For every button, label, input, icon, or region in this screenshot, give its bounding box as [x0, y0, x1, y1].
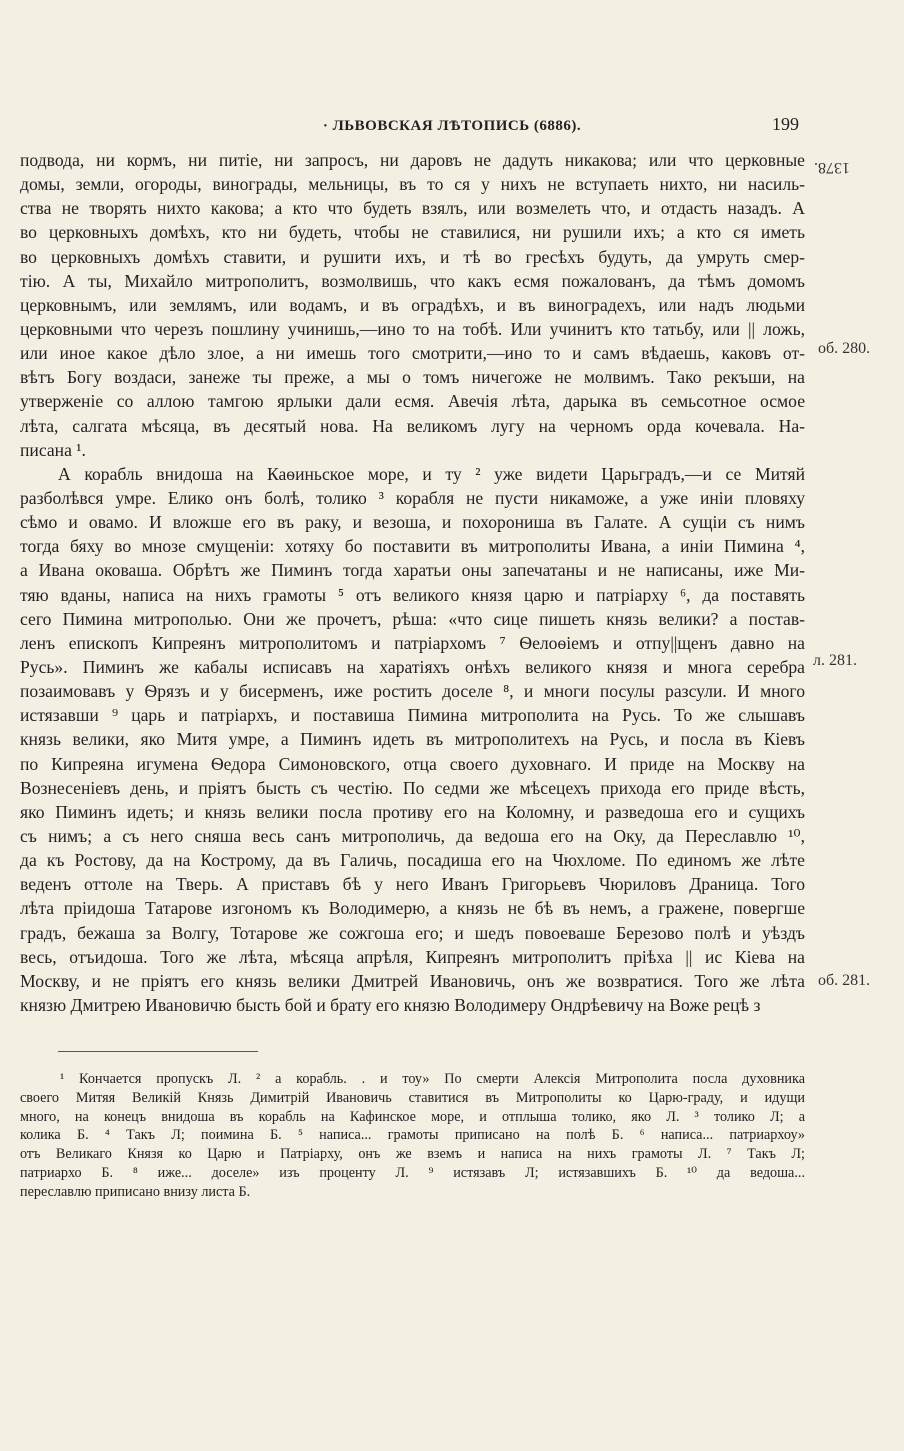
text-line: церковными что черезъ пошлину учинишь,—ино то на тобѣ. Или учинитъ кто татьбу, или || ложь,: [20, 318, 805, 339]
text-line: истязавши ⁹ царь и патріархъ, и поставиша Пимина митрополита на Русь. То же слышавъ: [20, 705, 805, 726]
text-line: домы, земли, огороды, винограды, мельницы, въ то ся у нихъ не вступаеть нихто, ни насиль-: [20, 174, 805, 195]
text-line: подвода, ни кормъ, ни питіе, ни запросъ, ни даровъ не дадуть никакова; или что церковные: [20, 150, 805, 170]
text-line: лѣта пріидоша Татарове изгономъ къ Володимерю, а князь не бѣ въ немъ, а гражене, повергше: [20, 898, 805, 919]
text-line: сѣмо и овамо. И вложше его въ раку, и везоша, и похорониша въ Галате. А сущіи съ нимъ: [20, 512, 805, 533]
footnote-line: своего Митяя Великій Князь Димитрій Ивановичь ставитися въ Митрополиты ко Царю-граду, и идущи: [20, 1089, 805, 1106]
text-line: разболѣвся умре. Елико онъ болѣ, толико ³ корабля не пусти никаможе, а уже иніи пловяху: [20, 487, 805, 508]
text-line: или иное какое дѣло злое, а ни имешь того смотрити,—ино то и самъ вѣдаешь, каковъ от-: [20, 343, 805, 364]
text-line: градъ, бежаша за Волгу, Тотарове же сожгоша его; и шедъ повоеваше Березово полѣ и уѣздъ: [20, 922, 805, 943]
footnote-line: переславлю приписано внизу листа Б.: [20, 1183, 251, 1200]
text-line: а Ивана оковаша. Обрѣтъ же Пиминъ тогда харатьи оны запечатаны и не написаны, иже Ми-: [20, 560, 805, 581]
running-title: · ЛЬВОВСКАЯ ЛѢТОПИСЬ (6886).: [322, 118, 582, 134]
margin-folio-ob280: об. 280.: [818, 340, 871, 357]
text-line: лѣта, салгата мѣсяца, въ десятый нова. На великомъ лугу на черномъ орда кочевала. На-: [20, 415, 805, 436]
text-line: съ нимъ; а съ него сняша весь санъ митрополичь, да ведоша его на Оку, да Переславлю ¹⁰,: [20, 825, 805, 846]
text-line: тяю вданы, написа на нихъ грамоты ⁵ отъ великого князя царю и патріарху ⁶, да поставять: [20, 584, 805, 605]
main-text-block: [20, 148, 805, 1017]
footnotes-block: [20, 1070, 805, 1202]
text-line: утверженіе со аллою тамгою ярлыки дали есмя. Авечія лѣта, дарыка въ семьсотное осмое: [20, 391, 805, 412]
text-line: Вознесеніевъ день, и пріятъ бысть съ честію. По седми же мѣсецехъ прихода его приде вѣсть,: [20, 777, 805, 798]
text-line: ства не творять нихто какова; а кто что будеть взялъ, или возмелеть что, и отдасть назадъ. А: [20, 198, 805, 219]
text-line: по Кипреяна игумена Ѳедора Симоновского, отца своего духовнаго. И приде на Москву на: [20, 753, 805, 774]
text-line: церковнымъ, или землямъ, или водамъ, и въ оградѣхъ, и въ виноградехъ, или надъ людьми: [20, 294, 805, 315]
text-line: веденъ оттоле на Тверь. А приставъ бѣ у него Иванъ Григорьевъ Чюриловъ Драница. Того: [20, 874, 805, 895]
text-line: во церковныхъ домѣхъ ставити, и рушити ихъ, и тѣ во гресѣхъ будуть, да умруть смер-: [20, 246, 805, 267]
footnote-line: много, на конецъ внидоша въ корабль на Кафинское море, и отплыша толико, яко Л. ³ толико Л; а: [20, 1108, 805, 1125]
text-line: сего Пимина митрополью. Они же прочетъ, рѣша: «что сице пишеть князь велики? а постав-: [20, 608, 805, 629]
text-line: во церковныхъ домѣхъ, кто ни будеть, чтобы не ставилися, ни рушили ихъ; а кто ся иметь: [20, 222, 805, 243]
text-line: позаимовавъ у Ѳрязъ и у бисерменъ, иже ростить доселе ⁸, и многи посулы разсули. И много: [20, 681, 805, 702]
footnote-line: отъ Великаго Князя ко Царю и Патріарху, онъ же вземъ и написа на нихъ грамоты Л. ⁷ Такъ Л;: [20, 1146, 805, 1163]
text-line: князь велики, яко Митя умре, а Пиминъ идеть въ митрополитехъ на Русь, и посла въ Кіевъ: [20, 729, 805, 750]
text-line: вѣтъ Богу воздаси, занеже ты преже, а мы о томъ ничегоже не молвимъ. Тако рекъши, на: [20, 367, 805, 388]
text-line: тію. А ты, Михайло митрополитъ, возмолвишь, что какъ есмя пожалованъ, да тѣмъ домомъ: [20, 270, 805, 291]
text-line: Москву, и не пріятъ его князь велики Дмитрей Ивановичь, онъ же возвратися. Того же лѣта: [20, 970, 805, 991]
footnote-line: ¹ Кончается пропускъ Л. ² а корабль. . и тоу» По смерти Алексія Митрополита посла духовника: [60, 1071, 805, 1087]
text-line: Русь». Пиминъ же кабалы исписавъ на харатіяхъ онѣхъ великого князя и многа серебра: [20, 656, 805, 677]
text-line: яко Пиминъ идеть; и князь велики посла противу его на Коломну, и разведоша его и сущихъ: [20, 801, 805, 822]
footnote-divider: [58, 1051, 258, 1052]
footnote-line: патриархо Б. ⁸ иже... доселе» изъ проценту Л. ⁹ истязавъ Л; истязавшихъ Б. ¹⁰ да ведоша...: [20, 1164, 805, 1181]
text-line: весь, отъидоша. Того же лѣта, мѣсяца апрѣля, Кипреянъ митрополитъ пріѣха || ис Кіева на: [20, 946, 805, 967]
text-line: князю Дмитрею Ивановичю бысть бой и брату его князю Володимеру Ондрѣевичу на Воже рецѣ з: [20, 994, 761, 1015]
text-line: тогда бяху во мнозе смущеніи: хотяху бо поставити въ митрополиты Ивана, а инiи Пимина ⁴,: [20, 536, 805, 557]
text-line: А корабль внидоша на Каѳиньское море, и ту ² уже видети Царьградъ,—и се Митяй: [58, 463, 805, 484]
page-number: 199: [772, 114, 799, 134]
text-line: ленъ епископъ Кипреянъ митрополитомъ и патріархомъ ⁷ Ѳелоѳіемъ и отпу||щенъ давно на: [20, 632, 805, 653]
margin-year-note: 1378.: [814, 159, 850, 176]
footnote-line: колика Б. ⁴ Такъ Л; поимина Б. ⁵ написа... грамоты приписано на полѣ Б. ⁶ написа... патриархоу»: [20, 1127, 805, 1144]
margin-folio-ob281: об. 281.: [818, 972, 871, 989]
text-line: писана ¹.: [20, 439, 86, 460]
text-line: да къ Ростову, да на Кострому, да въ Галичь, посадиша его на Чюхломе. По единомъ же лѣте: [20, 850, 805, 871]
margin-folio-l281: л. 281.: [813, 652, 857, 669]
